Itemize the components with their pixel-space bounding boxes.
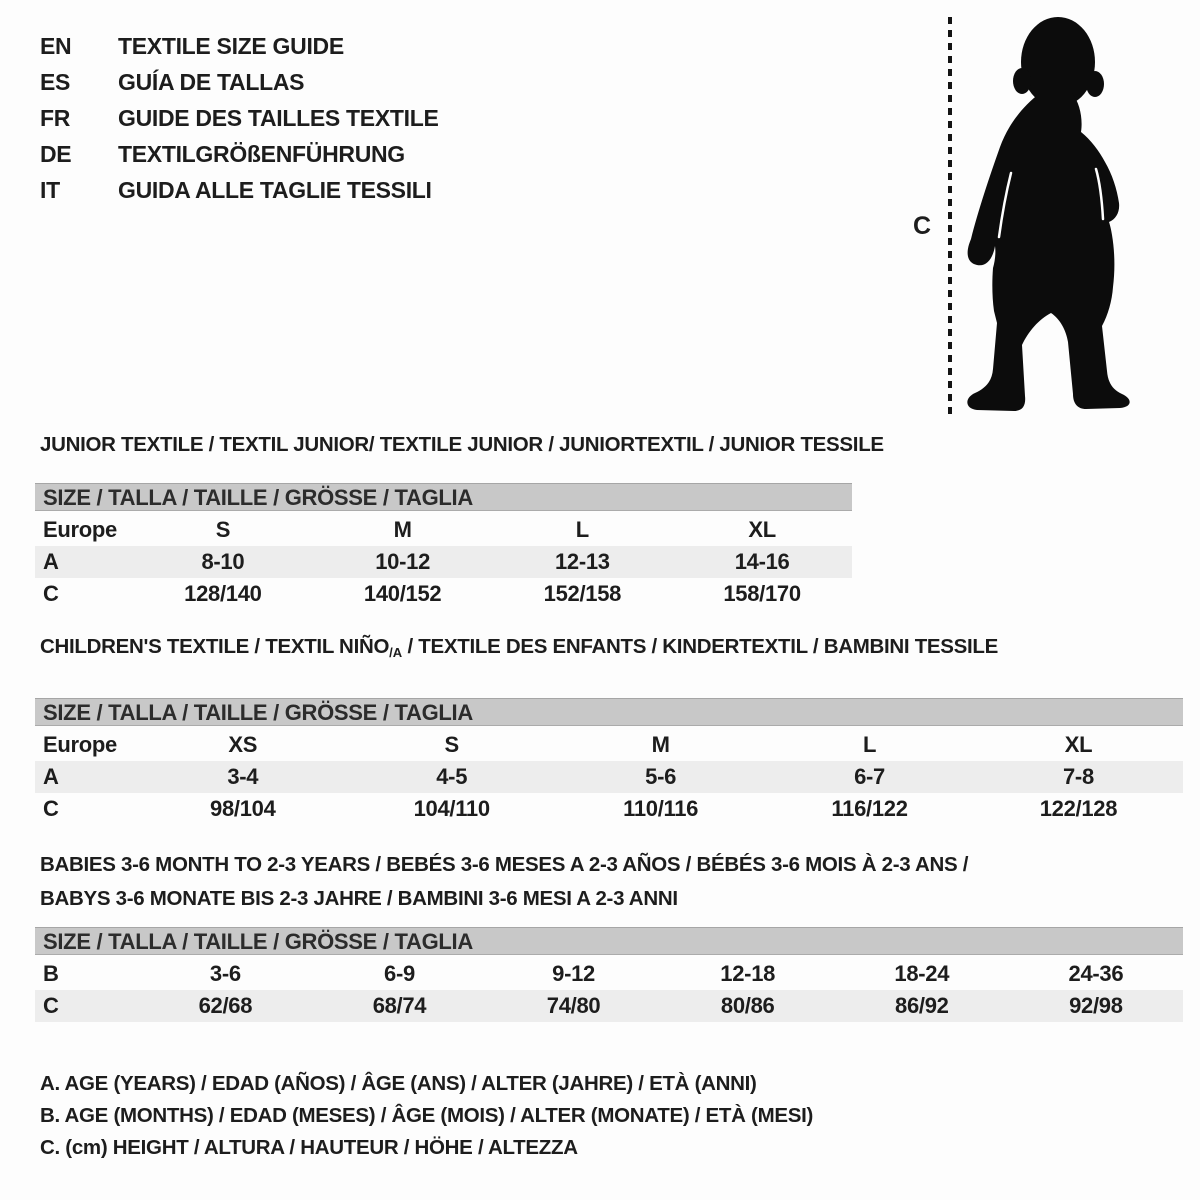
- junior-title: JUNIOR TEXTILE / TEXTIL JUNIOR/ TEXTILE JUNIOR / JUNIORTEXTIL / JUNIOR TESSILE: [40, 433, 884, 456]
- table-row-age: [35, 761, 1183, 793]
- language-code: IT: [40, 177, 60, 203]
- row-label: C: [43, 581, 59, 606]
- legend-line-c: C. (cm) HEIGHT / ALTURA / HAUTEUR / HÖHE / ALTEZZA: [40, 1136, 578, 1159]
- height-cell: 116/122: [831, 796, 908, 821]
- babies-section: [35, 848, 1183, 1022]
- size-cell: S: [215, 517, 231, 542]
- table-row-europe: [35, 514, 852, 546]
- legend: [40, 1068, 813, 1164]
- guide-title-it: GUIDA ALLE TAGLIE TESSILI: [118, 177, 432, 203]
- row-label: C: [43, 993, 59, 1018]
- height-cell: 152/158: [543, 581, 622, 606]
- toddler-silhouette-icon: [962, 13, 1177, 422]
- guide-title-es: GUÍA DE TALLAS: [118, 69, 305, 95]
- size-header-bar: SIZE / TALLA / TAILLE / GRÖSSE / TAGLIA: [35, 483, 852, 511]
- height-cell: 68/74: [372, 993, 427, 1018]
- babies-title-line1: BABIES 3-6 MONTH TO 2-3 YEARS / BEBÉS 3-6 MESES A 2-3 AÑOS / BÉBÉS 3-6 MOIS À 2-3 ANS /: [40, 853, 969, 876]
- guide-title-en: TEXTILE SIZE GUIDE: [118, 33, 344, 59]
- age-cell: 5-6: [645, 764, 677, 789]
- legend-line-a: A. AGE (YEARS) / EDAD (AÑOS) / ÂGE (ANS) / ALTER (JAHRE) / ETÀ (ANNI): [40, 1072, 757, 1095]
- table-row-height: [35, 990, 1183, 1022]
- row-label: Europe: [43, 732, 117, 757]
- size-cell: L: [575, 517, 589, 542]
- language-code: EN: [40, 33, 72, 59]
- children-title-prefix: CHILDREN'S TEXTILE / TEXTIL NIÑO: [40, 635, 390, 658]
- age-cell: 6-7: [854, 764, 885, 789]
- language-code: FR: [40, 105, 71, 131]
- size-cell: M: [651, 732, 670, 757]
- height-cell: 74/80: [546, 993, 601, 1018]
- language-row-it: [40, 172, 439, 208]
- height-cell: 98/104: [210, 796, 276, 821]
- language-code: DE: [40, 141, 72, 167]
- children-title: [35, 635, 1183, 665]
- months-cell: 18-24: [894, 961, 950, 986]
- height-cell: 128/140: [184, 581, 262, 606]
- language-code: ES: [40, 69, 71, 95]
- guide-title-fr: GUIDE DES TAILLES TEXTILE: [118, 105, 439, 131]
- height-cell: 140/152: [363, 581, 442, 606]
- age-cell: 7-8: [1063, 764, 1094, 789]
- size-cell: L: [862, 732, 877, 757]
- height-cell: 158/170: [723, 581, 801, 606]
- height-cell: 110/116: [623, 796, 699, 821]
- legend-line-b: B. AGE (MONTHS) / EDAD (MESES) / ÂGE (MOIS) / ALTER (MONATE) / ETÀ (MESI): [40, 1104, 814, 1127]
- row-label: B: [43, 961, 59, 986]
- table-row-europe: [35, 729, 1183, 761]
- language-row-de: [40, 136, 439, 172]
- babies-title: [35, 848, 1183, 916]
- months-cell: 3-6: [209, 961, 241, 986]
- height-cell: 62/68: [198, 993, 253, 1018]
- age-cell: 12-13: [554, 549, 610, 574]
- age-cell: 4-5: [436, 764, 468, 789]
- row-label: A: [43, 549, 59, 574]
- months-cell: 9-12: [552, 961, 595, 986]
- table-row-height: [35, 578, 852, 610]
- children-table: [35, 698, 1183, 825]
- children-title-sub: /A: [389, 645, 403, 660]
- row-label: Europe: [43, 517, 117, 542]
- height-cell: 86/92: [895, 993, 949, 1018]
- size-cell: S: [444, 732, 459, 757]
- size-cell: M: [393, 517, 412, 542]
- age-cell: 10-12: [375, 549, 431, 574]
- age-cell: 3-4: [227, 764, 259, 789]
- height-cell: 104/110: [413, 796, 490, 821]
- row-label: C: [43, 796, 59, 821]
- height-cell: 80/86: [720, 993, 775, 1018]
- size-cell: XS: [228, 732, 258, 757]
- age-cell: 8-10: [201, 549, 245, 574]
- height-cell: 122/128: [1039, 796, 1118, 821]
- language-title-list: [40, 28, 439, 208]
- months-cell: 6-9: [384, 961, 415, 986]
- size-header-bar: SIZE / TALLA / TAILLE / GRÖSSE / TAGLIA: [35, 698, 1183, 726]
- language-row-en: [40, 28, 439, 64]
- table-row-age: [35, 546, 852, 578]
- height-measure-label: C: [913, 212, 932, 240]
- height-dashed-line: [948, 17, 952, 414]
- months-cell: 12-18: [720, 961, 776, 986]
- language-row-es: [40, 64, 439, 100]
- babies-table: [35, 927, 1183, 1022]
- size-header-bar: SIZE / TALLA / TAILLE / GRÖSSE / TAGLIA: [35, 927, 1183, 955]
- age-cell: 14-16: [734, 549, 790, 574]
- children-section: [35, 635, 1183, 825]
- babies-title-line2: BABYS 3-6 MONATE BIS 2-3 JAHRE / BAMBINI 3-6 MESI A 2-3 ANNI: [40, 887, 678, 910]
- table-row-height: [35, 793, 1183, 825]
- table-row-months: [35, 958, 1183, 990]
- height-cell: 92/98: [1069, 993, 1123, 1018]
- junior-section: [35, 433, 884, 610]
- size-cell: XL: [1064, 732, 1093, 757]
- row-label: A: [43, 764, 59, 789]
- guide-title-de: TEXTILGRÖßENFÜHRUNG: [118, 141, 405, 167]
- language-row-fr: [40, 100, 439, 136]
- size-cell: XL: [748, 517, 776, 542]
- months-cell: 24-36: [1068, 961, 1124, 986]
- children-title-suffix: / TEXTILE DES ENFANTS / KINDERTEXTIL / BAMBINI TESSILE: [402, 635, 999, 658]
- junior-table: [35, 483, 852, 610]
